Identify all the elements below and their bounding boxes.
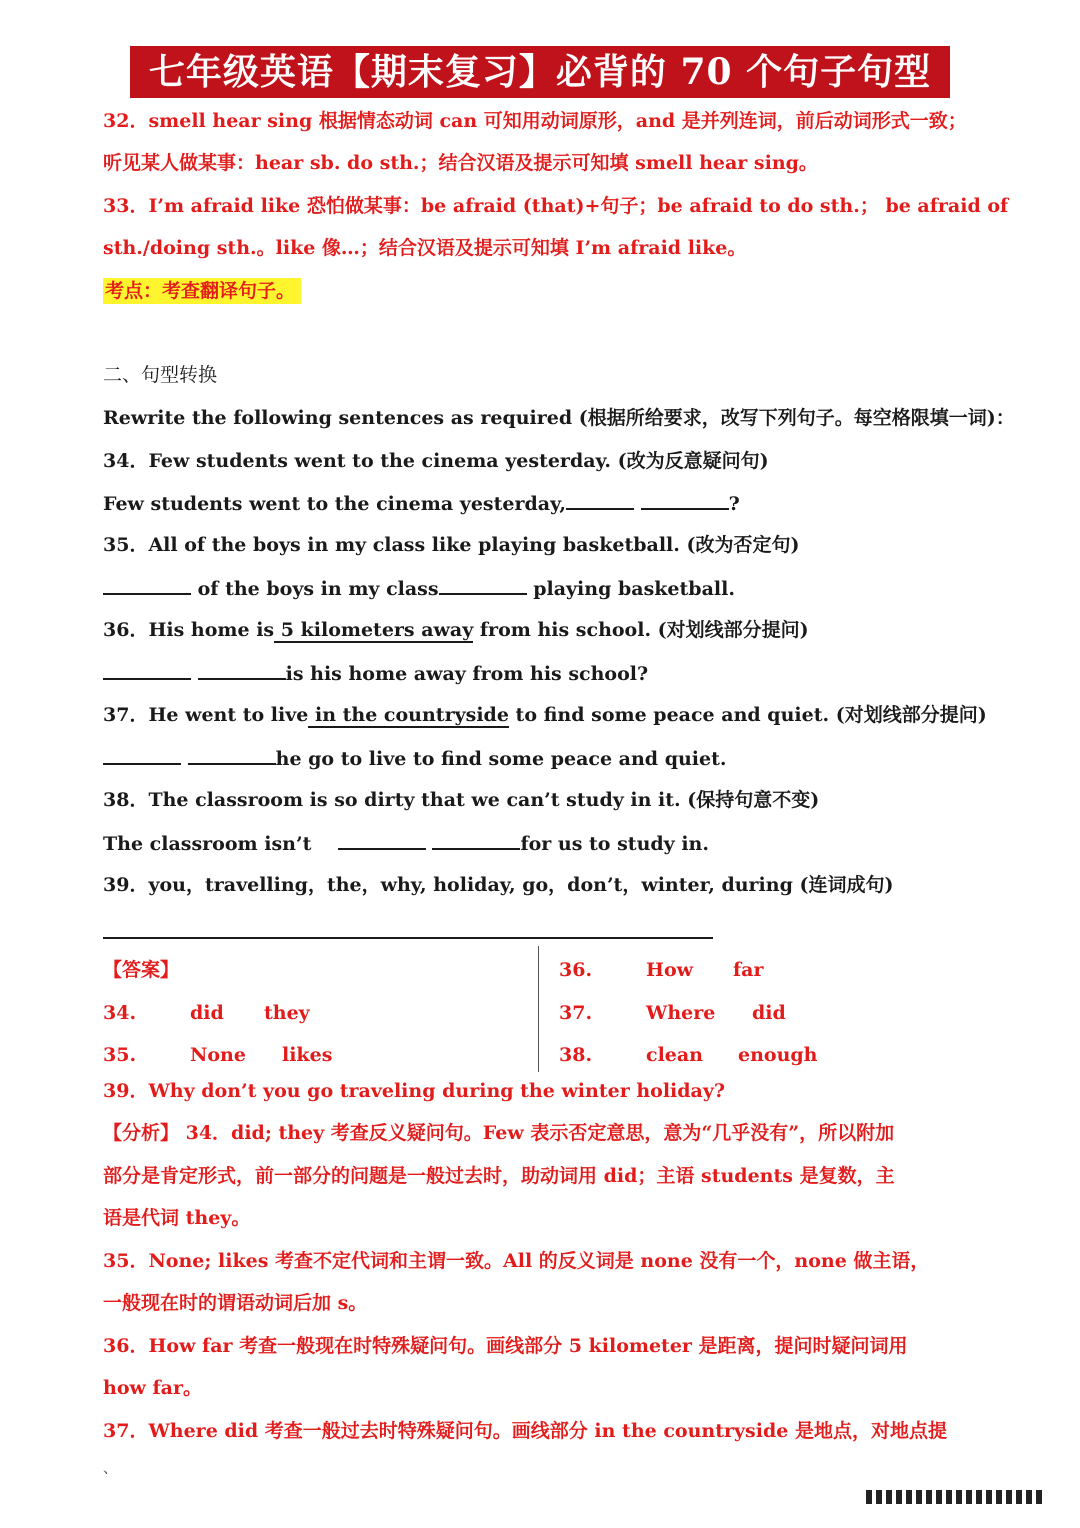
bar-segment: [996, 1490, 1002, 1504]
analysis-line-8: 37．Where did 考查一般过去时特殊疑问句。画线部分 in the countryside 是地点，对地点提: [103, 1420, 947, 1442]
fill-36: [103, 660, 648, 687]
bar-segment: [906, 1490, 912, 1504]
question-38: 38．The classroom is so dirty that we can’t study in it. (保持句意不变): [103, 789, 820, 811]
analysis-line-4: 35．None; likes 考查不定代词和主谓一致。All 的反义词是 none 没有一个，none 做主语，: [103, 1250, 930, 1272]
bar-segment: [886, 1490, 892, 1504]
blank-35b[interactable]: [439, 575, 527, 595]
fill-34-text: Few students went to the cinema yesterday,: [103, 493, 566, 515]
fill-34-end: ?: [728, 493, 740, 515]
answer-divider: [538, 946, 539, 1072]
blank-38a[interactable]: [338, 830, 426, 850]
q37-post: to find some peace and quiet. (对划线部分提问): [508, 704, 987, 726]
answer-line-33b: sth./doing sth.。like 像…；结合汉语及提示可知填 I’m afraid like。: [103, 237, 747, 259]
bar-segment: [916, 1490, 922, 1504]
answer-line-32b: 听见某人做某事：hear sb. do sth.；结合汉语及提示可知填 smell hear sing。: [103, 152, 818, 174]
question-35: 35．All of the boys in my class like playing basketball. (改为否定句): [103, 534, 800, 556]
answer-34-a: did: [190, 1002, 224, 1024]
answer-header: 【答案】: [103, 959, 180, 981]
q37-underlined: in the countryside: [308, 704, 509, 726]
answer-line-39[interactable]: [103, 937, 713, 939]
fill-38-text: The classroom isn’t: [103, 833, 312, 855]
bar-segment: [1026, 1490, 1032, 1504]
bar-segment: [976, 1490, 982, 1504]
answer-38-num: 38.: [559, 1044, 593, 1066]
fill-37: [103, 745, 727, 772]
question-34: 34．Few students went to the cinema yesterday. (改为反意疑问句): [103, 450, 769, 472]
answer-36-b: far: [733, 959, 764, 981]
question-39: 39．you，travelling，the，why, holiday, go，don’t，winter, during (连词成句): [103, 874, 894, 896]
fill-35-end: playing basketball.: [526, 578, 735, 600]
answer-36-num: 36.: [559, 959, 593, 981]
answer-35-num: 35.: [103, 1044, 137, 1066]
fill-38-end: for us to study in.: [520, 833, 709, 855]
answer-37-num: 37.: [559, 1002, 593, 1024]
fill-35: [103, 575, 735, 602]
analysis-line-3: 语是代词 they。: [103, 1207, 251, 1229]
bar-segment: [936, 1490, 942, 1504]
instruction: Rewrite the following sentences as required (根据所给要求，改写下列句子。每空格限填一词)：: [103, 407, 1015, 429]
page-title: 七年级英语【期末复习】必背的 70 个句子句型: [130, 46, 950, 98]
blank-34a[interactable]: [566, 490, 634, 510]
answer-line-32a: 32．smell hear sing 根据情态动词 can 可知用动词原形，and 是并列连词，前后动词形式一致；: [103, 110, 967, 132]
question-37: [103, 702, 987, 728]
bar-segment: [1036, 1490, 1042, 1504]
answer-39: 39．Why don’t you go traveling during the winter holiday?: [103, 1080, 726, 1102]
kaodian-note: [103, 278, 301, 304]
bar-segment: [986, 1490, 992, 1504]
bar-segment: [946, 1490, 952, 1504]
answer-35-b: likes: [282, 1044, 333, 1066]
bar-segment: [876, 1490, 882, 1504]
bar-segment: [1016, 1490, 1022, 1504]
analysis-line-1: 【分析】 34．did; they 考查反义疑问句。Few 表示否定意思，意为“几乎没有”，所以附加: [103, 1122, 895, 1144]
blank-36b[interactable]: [198, 660, 286, 680]
footer-mark: 、: [103, 1461, 117, 1477]
analysis-line-6: 36．How far 考查一般现在时特殊疑问句。画线部分 5 kilometer 是距离，提问时疑问词用: [103, 1335, 908, 1357]
q37-pre: 37．He went to live: [103, 704, 309, 726]
blank-37a[interactable]: [103, 745, 181, 765]
analysis-line-5: 一般现在时的谓语动词后加 s。: [103, 1292, 368, 1314]
analysis-line-2: 部分是肯定形式，前一部分的问题是一般过去时，助动词用 did；主语 students 是复数，主: [103, 1165, 895, 1187]
answer-38-a: clean: [646, 1044, 703, 1066]
fill-35-mid: of the boys in my class: [191, 578, 439, 600]
answer-37-a: Where: [646, 1002, 716, 1024]
bar-segment: [926, 1490, 932, 1504]
answer-34-num: 34.: [103, 1002, 137, 1024]
bar-segment: [956, 1490, 962, 1504]
analysis-line-7: how far。: [103, 1377, 202, 1399]
answer-line-33a: 33．I’m afraid like 恐怕做某事：be afraid (that)+句子；be afraid to do sth.； be afraid of: [103, 195, 1009, 217]
q36-underlined: 5 kilometers away: [274, 619, 474, 641]
blank-35a[interactable]: [103, 575, 191, 595]
bar-segment: [966, 1490, 972, 1504]
q36-post: from his school. (对划线部分提问): [473, 619, 809, 641]
bar-segment: [1006, 1490, 1012, 1504]
blank-36a[interactable]: [103, 660, 191, 680]
blank-34b[interactable]: [641, 490, 729, 510]
blank-37b[interactable]: [188, 745, 276, 765]
bar-segment: [866, 1490, 872, 1504]
page-scrollbar[interactable]: [866, 1490, 1042, 1504]
q36-pre: 36．His home is: [103, 619, 275, 641]
fill-37-end: he go to live to find some peace and quiet.: [275, 748, 727, 770]
answer-36-a: How: [646, 959, 693, 981]
question-36: [103, 617, 809, 643]
bar-segment: [896, 1490, 902, 1504]
blank-38b[interactable]: [432, 830, 520, 850]
answer-37-b: did: [752, 1002, 786, 1024]
answer-38-b: enough: [738, 1044, 818, 1066]
fill-38: [103, 830, 709, 857]
fill-36-end: is his home away from his school?: [285, 663, 649, 685]
kaodian-highlight: 考点：考查翻译句子。: [103, 278, 301, 304]
fill-34: [103, 490, 740, 517]
answer-34-b: they: [264, 1002, 310, 1024]
section-heading: 二、句型转换: [103, 364, 218, 386]
answer-35-a: None: [190, 1044, 246, 1066]
